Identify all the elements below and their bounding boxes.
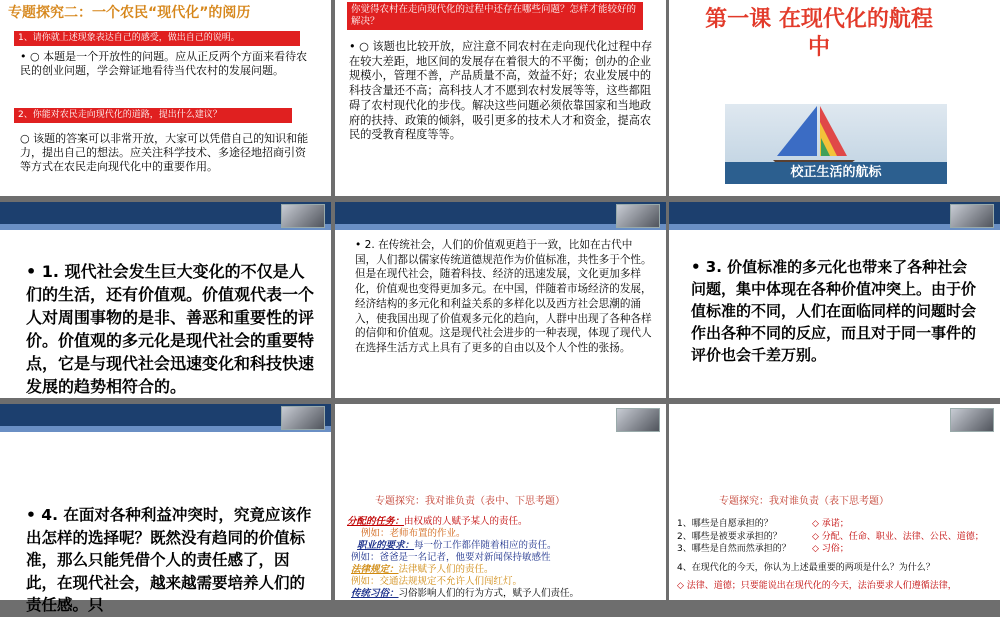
- question-text: 4、在现代化的今天，你认为上述最重要的两项是什么？为什么？: [677, 562, 935, 573]
- term-def: 法律赋予人们的责任。: [398, 564, 494, 575]
- example-text: 例如：爸爸是一名记者，他要对新闻保持敏感性: [351, 552, 551, 563]
- header-image: [616, 408, 660, 432]
- slide-2: [335, 0, 666, 196]
- question-bar: 1、请你就上述现象表达自己的感受，做出自己的说明。: [14, 31, 300, 46]
- answer-text: ○ 该题的答案可以非常开放，大家可以凭借自己的知识和能力，提出自己的想法。应关注科学技术、多途径地招商引资等方式在农民走向现代化中的重要作用。: [20, 132, 309, 173]
- slide-4: [0, 202, 331, 398]
- example-text: 例如：老师布置的作业。: [361, 528, 466, 539]
- answer-text: ◇ 承诺；: [812, 519, 849, 529]
- term-label: 职业的要求：: [357, 540, 415, 551]
- responsibility-list: [347, 516, 655, 600]
- body-text: • 4. 在面对各种利益冲突时，究竟应该作出怎样的选择呢？既然没有趋同的价值标准，那么只能凭借个人的责任感了，因此，在现代社会，越来越需要培养人们的责任感。只: [26, 506, 312, 614]
- body-text: • 3. 价值标准的多元化也带来了各种社会问题，集中体现在各种价值冲突上。由于价值标准的不同，人们在面临同样的问题时会作出各种不同的反应，而且对于同一事件的评价也会千差万别。: [691, 258, 977, 364]
- slide-title: 专题探究：我对谁负责（表中、下思考题）: [375, 496, 565, 507]
- body-text: • 2. 在传统社会，人们的价值观更趋于一致，比如在古代中国，人们都以儒家传统道德规范作为价值标准，共性多于个性。但是在现代社会，随着科技、经济的迅速发展，文化更加多样化，价值观也变得更加多元。在中国，伴随着市场经济的发展，经济结构的多元化和利益关系的多样化以及西方社会思潮的涌入，使我国出现了价值观多元化的趋向，人群中出现了各种各样的信仰和价值观。这是现代社会进步的一种表现，体现了现代人在选择生活方式上具有了更多的自由以及个人个性的张扬。: [355, 239, 652, 354]
- header-image: [950, 408, 994, 432]
- term-label: 法律规定：: [351, 564, 399, 575]
- slide-7: [0, 404, 331, 614]
- slide-9: [669, 404, 1000, 600]
- slide-6: [669, 202, 1000, 398]
- answer-text: ◇ 习俗；: [812, 544, 849, 554]
- term-def: 习俗影响人们的行为方式，赋予人们责任。: [398, 588, 580, 599]
- example-text: 例如：交通法规规定不允许人们闯红灯。: [351, 576, 523, 587]
- question-list: [677, 518, 995, 593]
- slide-8: [335, 404, 666, 600]
- term-def: 由权威的人赋予某人的责任。: [404, 516, 528, 527]
- answer-text: ◇ 分配、任命、职业、法律、公民、道德；: [812, 531, 984, 542]
- sailboat-image: [725, 104, 947, 184]
- banner-text: 校正生活的航标: [725, 162, 947, 184]
- body-text: • 1. 现代社会发生巨大变化的不仅是人们的生活，还有价值观。价值观代表一个人对周围事物的是非、善恶和重要性的评价。价值观的多元化是现代社会的重要特点，它是与现代社会迅速变化和科技快速发展的趋势相符合的。: [26, 262, 315, 396]
- header-image: [281, 406, 325, 430]
- question-bar: 你觉得农村在走向现代化的过程中还存在哪些问题？怎样才能较好的解决？: [347, 2, 643, 30]
- answer-text: • ○ 本题是一个开放性的问题。应从正反两个方面来看待农民的创业问题，学会辩证地看待当代农村的发展问题。: [20, 50, 308, 77]
- question-bar: 2、你能对农民走向现代化的道路，提出什么建议？: [14, 108, 292, 123]
- term-label: 传统习俗：: [351, 588, 399, 599]
- header-image: [281, 204, 325, 228]
- answer-text: • ○ 该题也比较开放，应注意不同农村在走向现代化过程中存在较大差距，地区间的发展存在着很大的不平衡；创办的企业规模小，管理不善，产品质量不高，效益不好；农业发展中的科技含量还不高；高科技人才不愿到农村发展等等，这些都阻碍了农村现代化的步伐。解决这些问题必须依靠国家和当地政府的扶持、政策的倾斜，吸引更多的技术人才和资金，提高农民的受教育程度等等。: [349, 40, 653, 142]
- answer-text: ◇ 法律、道德；只要能说出在现代化的今天，法治要求人们遵循法律，: [677, 581, 957, 591]
- slide-title: 专题探究二：一个农民“现代化”的阅历: [8, 5, 251, 21]
- header-image: [950, 204, 994, 228]
- slide-1: [0, 0, 331, 196]
- question-text: 2、哪些是被要求承担的？: [677, 531, 782, 542]
- question-text: 3、哪些是自然而然承担的？: [677, 544, 791, 554]
- slide-3-title: [669, 0, 1000, 196]
- term-label: 分配的任务：: [347, 516, 405, 527]
- slide-title: 专题探究：我对谁负责（表下思考题）: [719, 496, 889, 507]
- lesson-title: 第一课 在现代化的航程中: [705, 7, 933, 60]
- header-image: [616, 204, 660, 228]
- slide-5: [335, 202, 666, 398]
- term-def: 每一份工作都伴随着相应的责任。: [414, 540, 557, 551]
- question-text: 1、哪些是自愿承担的？: [677, 519, 773, 529]
